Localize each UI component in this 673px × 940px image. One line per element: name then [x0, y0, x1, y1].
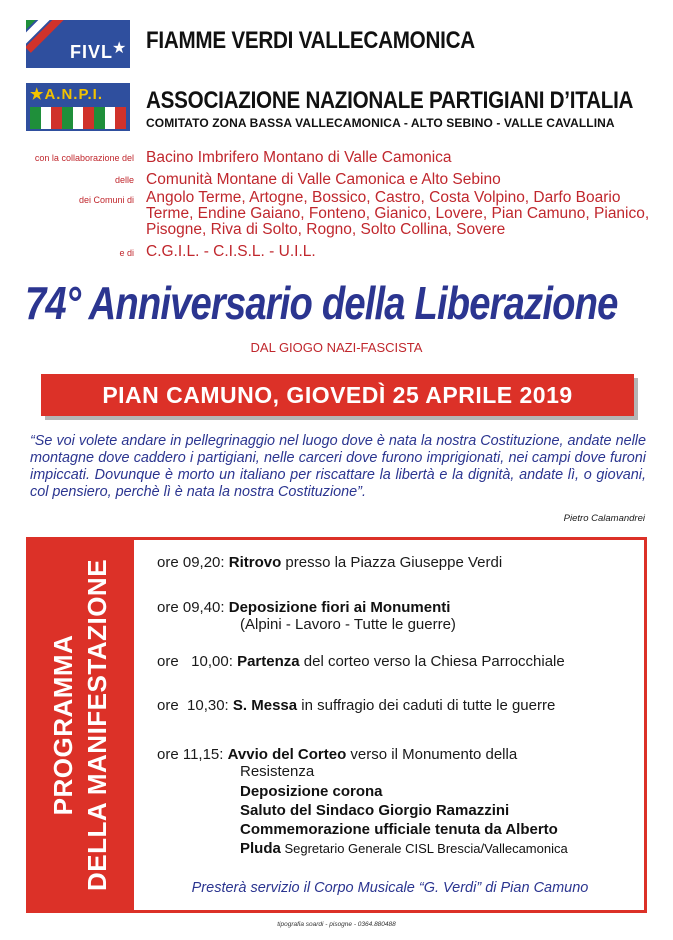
date-banner: PIAN CAMUNO, GIOVEDÌ 25 APRILE 2019 [41, 374, 634, 416]
collab-label-3: dei Comuni di [78, 195, 134, 205]
program-sub-bold: Deposizione corona [240, 783, 383, 800]
ribbon-stripe [83, 107, 94, 129]
collab-value-2: Comunità Montane di Valle Camonica e Alto Sebino [146, 171, 501, 188]
ribbon-stripe [105, 107, 116, 129]
banda-note: Presterà servizio il Corpo Musicale “G. Verdi” di Pian Camuno [191, 880, 589, 896]
collab-label-1: con la collaborazione del [34, 153, 134, 163]
org-fiamme-verdi: FIAMME VERDI VALLECAMONICA [146, 27, 475, 54]
collab-value-comuni: Angolo Terme, Artogne, Bossico, Castro, Costa Volpino, Darfo Boario Terme, Endine Gaiano, Fonteno, Gianico, Lovere, Pian Camuno, Pianico, Pisogne, Riva di Solto, Rogno, Solto Collina, Sovere [146, 189, 650, 238]
quote-author: Pietro Calamandrei [563, 513, 645, 524]
org-comitato: COMITATO ZONA BASSA VALLECAMONICA - ALTO SEBINO - VALLE CAVALLINA [146, 116, 615, 130]
quote-text: “Se voi volete andare in pellegrinaggio nel luogo dove è nata la nostra Costituzione, andate nelle montagne dove caddero i partigiani, nelle carceri dove furono imprigionati, nei campi dove furoni impiccati. Dovunque è morto un italiano per riscattare la libertà e la dignità, andate lì, o giovani, col pensiero, perchè lì è nata la nostra Costituzione”. [30, 433, 646, 500]
ribbon-stripe [41, 107, 52, 129]
ribbon-stripe [30, 107, 41, 129]
program-item-sub: (Alpini - Lavoro - Tutte le guerre) [240, 616, 456, 633]
program-item: ore 11,15: Avvio del Corteo verso il Monumento della [157, 746, 518, 763]
program-item: ore 09,20: Ritrovo presso la Piazza Giuseppe Verdi [157, 554, 503, 571]
ribbon-stripe [115, 107, 126, 129]
programma-sidebar [26, 537, 134, 913]
anpi-logo [26, 83, 130, 131]
printer-credit: tipografia soardi - pisogne - 0364.880488 [277, 921, 396, 928]
anpi-ribbon [30, 107, 126, 129]
anpi-logo-text: ★A.N.P.I. [30, 86, 104, 103]
collab-value-1: Bacino Imbrifero Montano di Valle Camonica [146, 149, 452, 166]
collab-value-4: C.G.I.L. - C.I.S.L. - U.I.L. [146, 243, 316, 260]
program-item: ore 10,30: S. Messa in suffragio dei caduti di tutte le guerre [157, 697, 556, 714]
programma-title-line2: DELLA MANIFESTAZIONE [82, 558, 112, 892]
ribbon-stripe [73, 107, 84, 129]
collab-label-4: e di [119, 248, 134, 258]
ribbon-stripe [51, 107, 62, 129]
program-sub-bold: Commemorazione ufficiale tenuta da Alberto [240, 821, 558, 838]
program-item: ore 10,00: Partenza del corteo verso la Chiesa Parrocchiale [157, 653, 565, 670]
program-item: ore 09,40: Deposizione fiori ai Monumenti [157, 599, 451, 616]
page-subtitle: DAL GIOGO NAZI-FASCISTA [250, 340, 423, 355]
collab-label-2: delle [114, 175, 134, 185]
program-sub-bold-last: Pluda Segretario Generale CISL Brescia/Vallecamonica [240, 840, 568, 857]
org-anpi: ASSOCIAZIONE NAZIONALE PARTIGIANI D’ITALIA [146, 87, 634, 114]
fivl-logo-text: FIVL [70, 42, 113, 62]
page-title: 74° Anniversario della Liberazione [25, 277, 618, 329]
program-sub-bold: Saluto del Sindaco Giorgio Ramazzini [240, 802, 510, 819]
program-item-sub: Resistenza [240, 763, 315, 780]
ribbon-stripe [62, 107, 73, 129]
programma-title-line1: PROGRAMMA [48, 634, 78, 816]
ribbon-stripe [94, 107, 105, 129]
star-icon: ★ [112, 40, 127, 57]
fivl-logo [26, 20, 130, 68]
